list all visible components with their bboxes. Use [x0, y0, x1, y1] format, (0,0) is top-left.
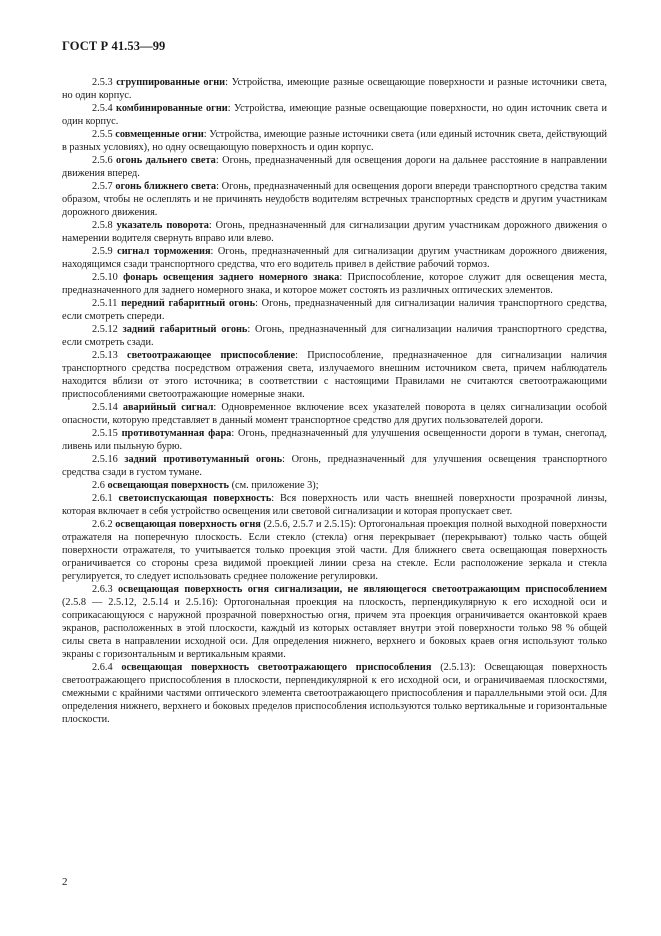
paragraph-2-5-7 — [62, 180, 607, 219]
definition: (см. приложение 3); — [229, 480, 319, 491]
paragraph-2-5-12 — [62, 323, 607, 349]
term: сигнал торможения — [117, 246, 211, 257]
definition: : Огонь, предназначенный для сигнализации другим участникам дорожного движения о намерении водителя свернуть вправо или влево. — [62, 220, 607, 244]
paragraph-2-5-15 — [62, 427, 607, 453]
definition: : Огонь, предназначенный для улучшения освещенности дороги в туман, снегопад, ливень или пыльную бурю. — [62, 428, 608, 452]
term: освещающая поверхность светоотражающего приспособления — [121, 662, 432, 673]
paragraph-2-5-6 — [62, 154, 607, 180]
term: огонь ближнего света — [115, 181, 217, 192]
clause-number: 2.6.4 — [92, 662, 113, 673]
paragraph-2-5-10 — [62, 271, 607, 297]
clause-number: 2.6.1 — [92, 493, 113, 504]
paragraph-2-6-3 — [62, 583, 607, 661]
clause-number: 2.6.3 — [92, 584, 113, 595]
definition: (2.5.6, 2.5.7 и 2.5.15): Ортогональная проекция полной выходной поверхности отражателя на поперечную плоскость. Если стекло (стекла) огня перекрывает (перекрывают) только часть общей поверхности отражателя, то учитывается только проекция этой части. Для ближнего света освещающая поверхность ограничивается со стороны среза видимой проекцией линии среза на стекле. Если расположение зеркала и стекла регулируется, то следует использовать среднее положение регулировки. — [62, 519, 608, 582]
term: задний противотуманный огонь — [124, 454, 283, 465]
clause-number: 2.5.11 — [92, 298, 118, 309]
definition: : Приспособление, предназначенное для сигнализации наличия транспортного средства посредством отражения света, излучаемого внешним источником света, причем наблюдатель находится вблизи от этого источника; в соответствии с настоящими Правилами не считаются светоотражающими приспособлениями светоотражающие номерные знаки. — [62, 350, 608, 400]
definition: : Одновременное включение всех указателей поворота в целях сигнализации особой опасности, которую представляет в данный момент транспортное средство для других пользователей дороги. — [62, 402, 607, 426]
definition: : Огонь, предназначенный для освещения дороги на дальнее расстояние в направлении движения вперед. — [62, 155, 607, 179]
definition: : Вся поверхность или часть внешней поверхности прозрачной линзы, которая включает в себя устройство освещения или световой сигнализации и которая пропускает свет. — [62, 493, 607, 517]
term: огонь дальнего света — [116, 155, 216, 166]
document-body — [62, 76, 607, 726]
definition: : Приспособление, которое служит для освещения места, предназначенного для заднего номерного знака, и которое может состоять из различных оптических элементов. — [62, 272, 607, 296]
term: фонарь освещения заднего номерного знака — [123, 272, 340, 283]
definition: : Устройства, имеющие разные освещающие поверхности и разные источники света, но один корпус. — [62, 77, 607, 101]
paragraph-2-5-13 — [62, 349, 607, 401]
paragraph-2-5-14 — [62, 401, 607, 427]
term: задний габаритный огонь — [122, 324, 248, 335]
definition: : Устройства, имеющие разные источники света (или единый источник света, действующий в разных условиях), но одну освещающую поверхность и один корпус. — [62, 129, 607, 153]
paragraph-2-6 — [62, 479, 607, 492]
definition: (2.5.8 — 2.5.12, 2.5.14 и 2.5.16): Ортогональная проекция на плоскость, перпендикулярную к его исходной оси и соприкасающуюся с наружной прозрачной поверхностью огня, причем эта проекция ограничивается окантовкой краев экранов, расположенных в этой плоскости, каждый из которых оставляет внутри этой поверхности только 98 % общей силы света в направлении исходной оси. Для определения нижнего, верхнего и боковых краев огня используют только экраны с горизонтальным и вертикальным краями. — [62, 597, 607, 660]
definition: : Огонь, предназначенный для сигнализации другим участникам дорожного движения, находящимся сзади транспортного средства, что его водитель привел в действие рабочий тормоз. — [62, 246, 608, 270]
clause-number: 2.5.9 — [92, 246, 113, 257]
clause-number: 2.5.3 — [92, 77, 113, 88]
term: указатель поворота — [116, 220, 209, 231]
clause-number: 2.5.14 — [92, 402, 118, 413]
term: совмещенные огни — [115, 129, 204, 140]
paragraph-2-5-16 — [62, 453, 607, 479]
paragraph-2-6-4 — [62, 661, 607, 726]
clause-number: 2.5.10 — [92, 272, 118, 283]
definition: : Огонь, предназначенный для улучшения освещения транспортного средства сзади в густом тумане. — [62, 454, 607, 478]
definition: : Огонь, предназначенный для сигнализации наличия транспортного средства, если смотреть спереди. — [62, 298, 607, 322]
standard-code: ГОСТ Р 41.53—99 — [62, 39, 166, 53]
term: передний габаритный огонь — [121, 298, 256, 309]
clause-number: 2.5.5 — [92, 129, 113, 140]
paragraph-2-5-5 — [62, 128, 607, 154]
clause-number: 2.5.12 — [92, 324, 118, 335]
term: освещающая поверхность огня — [115, 519, 261, 530]
paragraph-2-5-8 — [62, 219, 607, 245]
paragraph-2-5-9 — [62, 245, 607, 271]
clause-number: 2.6.2 — [92, 519, 113, 530]
paragraph-2-5-3 — [62, 76, 607, 102]
clause-number: 2.5.4 — [92, 103, 113, 114]
paragraph-2-6-1 — [62, 492, 607, 518]
term: светоотражающее приспособление — [127, 350, 296, 361]
paragraph-2-5-11 — [62, 297, 607, 323]
definition: : Огонь, предназначенный для сигнализации наличия транспортного средства, если смотреть сзади. — [62, 324, 608, 348]
term: освещающая поверхность — [107, 480, 229, 491]
clause-number: 2.5.6 — [92, 155, 113, 166]
term: комбинированные огни — [116, 103, 228, 114]
paragraph-2-5-4 — [62, 102, 607, 128]
clause-number: 2.5.16 — [92, 454, 118, 465]
definition: : Устройства, имеющие разные освещающие поверхности, но один источник света и один корпус. — [62, 103, 608, 127]
definition: : Огонь, предназначенный для освещения дороги впереди транспортного средства таким образом, чтобы не ослеплять и не причинять неудобств водителям встречных транспортных средств и другим участникам дорожного движения. — [62, 181, 607, 218]
definition: (2.5.13): Освещающая поверхность светоотражающего приспособления в плоскости, перпендикулярной к его исходной оси, и ограничиваемая плоскостями, смежными с крайними частями оптического элемента светоотражающего приспособления и параллельными этой оси. Для определения нижнего, верхнего и боковых пределов приспособления используются только вертикальные и горизонтальные плоскости. — [62, 662, 608, 725]
term: аварийный сигнал — [122, 402, 214, 413]
term: освещающая поверхность огня сигнализации, не являющегося светоотражающим приспособлением — [117, 584, 607, 595]
clause-number: 2.5.7 — [92, 181, 113, 192]
clause-number: 2.5.8 — [92, 220, 113, 231]
term: противотуманная фара — [121, 428, 232, 439]
paragraph-2-6-2 — [62, 518, 607, 583]
clause-number: 2.5.15 — [92, 428, 118, 439]
clause-number: 2.6 — [92, 480, 105, 491]
term: сгруппированные огни — [116, 77, 226, 88]
page-number: 2 — [62, 876, 68, 888]
term: светоиспускающая поверхность — [118, 493, 272, 504]
clause-number: 2.5.13 — [92, 350, 118, 361]
